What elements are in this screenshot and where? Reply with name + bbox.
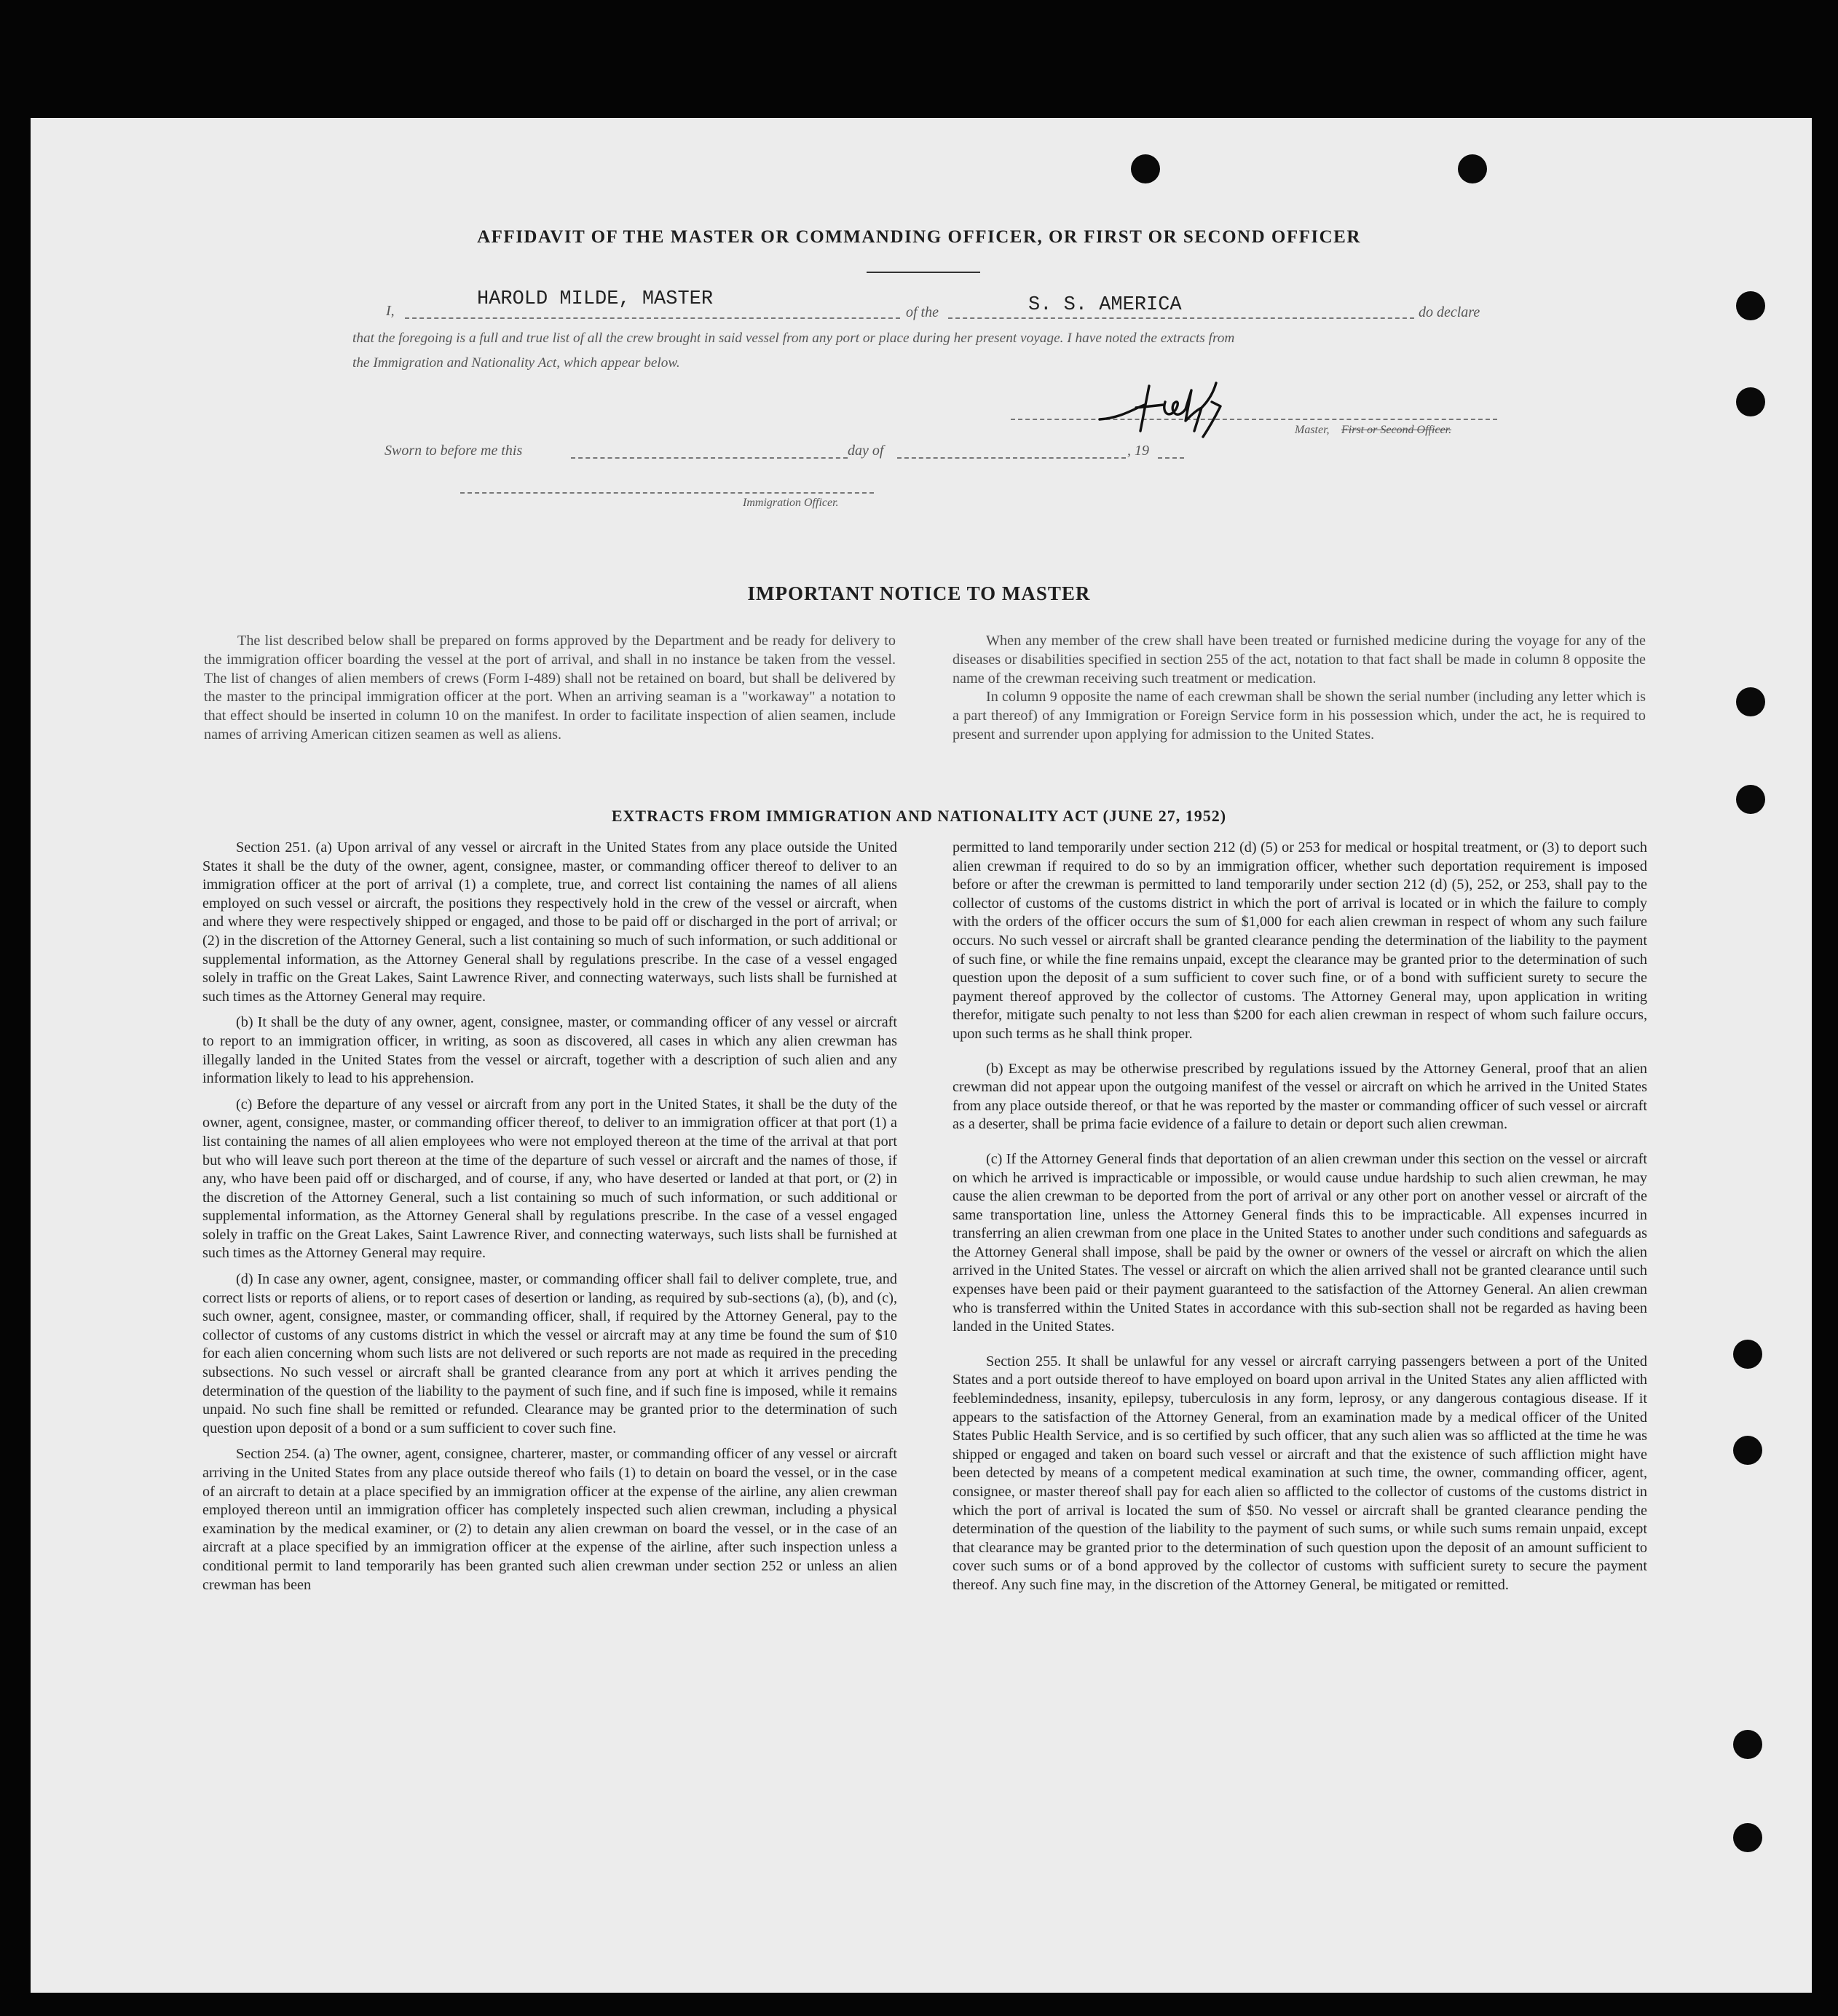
master-signature <box>1092 364 1253 444</box>
notice-left-column <box>204 632 896 745</box>
sworn-day-label: day of <box>848 443 884 459</box>
of-the-label: of the <box>906 304 939 320</box>
name-line <box>405 317 900 319</box>
sworn-year-line <box>1158 457 1184 459</box>
punch-hole <box>1131 154 1160 183</box>
extracts-heading: EXTRACTS FROM IMMIGRATION AND NATIONALITY ACT (JUNE 27, 1952) <box>611 807 1227 825</box>
declaration-line-1: that the foregoing is a full and true list of all the crew brought in said vessel from any port or place during her present voyage. I have noted the extracts from <box>352 331 1235 346</box>
section-254-c: (c) If the Attorney General finds that deportation of an alien crewman under this section on the vessel or aircraft on which he arrived is impracticable or impossible, or would cause undue hardship to such alien crewman, he may cause the alien crewman to be deported from the port of arrival or any other port on another vessel or aircraft of the same transportation line, unless the Attorney General finds this to be impracticable. All expenses incurred in transferring an alien crewman from one place in the United States to another under such conditions and safeguards as the Attorney General shall impose, shall be paid by the owner or owners of the vessel or aircraft on which the alien arrived in the United States. The vessel or aircraft on which the alien arrived shall not be granted clearance until such expenses have been paid or their payment guaranteed to the satisfaction of the Attorney General. An alien crewman who is transferred within the United States in accordance with this sub-section shall not be regarded as having been landed in the United States. <box>952 1150 1647 1335</box>
heading-rule <box>867 272 980 273</box>
punch-hole <box>1736 291 1765 320</box>
punch-hole <box>1733 1730 1762 1759</box>
notice-left-paragraph: The list described below shall be prepared on forms approved by the Department and be ready for delivery to the immigration officer boarding the vessel at the port of arrival, and shall in no instance be taken from the vessel. The list of changes of alien members of crews (Form I-489) shall not be retained on board, but shall be delivered by the master to the principal immigration officer at the port. When an arriving seaman is a "workaway" a notation to that effect should be inserted in column 10 on the manifest. In order to facilitate inspection of alien seamen, include names of arriving American citizen seamen as well as aliens. <box>204 633 896 743</box>
vessel-line <box>948 317 1414 319</box>
signature-title: Master, <box>1295 424 1330 436</box>
section-255: Section 255. It shall be unlawful for any vessel or aircraft carrying passengers between a port of the United States and a port outside thereof to have employed on board upon arrival in the United States any alien afflicted with feeblemindedness, insanity, epilepsy, tuberculosis in any form, leprosy, or any dangerous contagious disease. If it appears to the satisfaction of the Attorney General, from an examination made by a medical officer of the United States Public Health Service, and is so certified by such officer, that any such alien was so afflicted at the time he was shipped or engaged and taken on board such vessel or aircraft and that the existence of such affliction might have been detected by means of a competent medical examination at such time, the owner, commanding officer, agent, consignee, or master thereof shall pay for each alien so afflicted to the collector of customs of the customs district in which the port of arrival is located the sum of $50. No vessel or aircraft shall be granted clearance pending the determination of the question of the liability to the payment of such sums, or while such sums remain unpaid, except that clearance may be granted prior to the determination of such question upon the deposit of an amount sufficient to cover such sums or of a bond approved by the collector of customs with sufficient surety to secure the payment thereof. Any such fine may, in the discretion of the Attorney General, be mitigated or remitted. <box>952 1353 1647 1593</box>
vessel-name: S. S. AMERICA <box>1028 294 1182 316</box>
do-declare-label: do declare <box>1419 304 1480 320</box>
section-254-a: Section 254. (a) The owner, agent, consignee, charterer, master, or commanding officer of any vessel or aircraft arriving in the United States from any place outside thereof who fails (1) to detain on board the vessel, or in the case of an aircraft to detain at a place specified by an immigration officer at the expense of the airline, any alien crewman employed thereon until an immigration officer has completely inspected such alien crewman, including a physical examination by the medical examiner, or (2) to detain any alien crewman on board the vessel, or in the case of an aircraft at a place specified by an immigration officer at the expense of the airline, after such inspection unless a conditional permit to land temporarily has been granted such alien crewman under section 252 or unless an alien crewman has been <box>202 1446 897 1593</box>
punch-hole <box>1458 154 1487 183</box>
signature-line <box>1011 419 1497 420</box>
sworn-label: Sworn to before me this <box>384 443 523 459</box>
sworn-year-label: , 19 <box>1127 443 1149 459</box>
punch-hole <box>1733 1823 1762 1852</box>
punch-hole <box>1733 1436 1762 1465</box>
sworn-date-line <box>571 457 848 459</box>
prefix-i: I, <box>386 303 395 319</box>
notice-right-paragraph-2: In column 9 opposite the name of each crewman shall be shown the serial number (including any letter which is a part thereof) of any Immigration or Foreign Service form in his possession which, under the act, he is required to present and surrender upon applying for admission to the United States. <box>952 689 1646 743</box>
punch-hole <box>1733 1340 1762 1369</box>
notice-heading: IMPORTANT NOTICE TO MASTER <box>747 582 1091 604</box>
officer-label: Immigration Officer. <box>743 497 839 509</box>
extracts-left-column <box>202 839 897 1594</box>
section-254-b: (b) Except as may be otherwise prescribed by regulations issued by the Attorney General, proof that an alien crewman did not appear upon the outgoing manifest of the vessel or aircraft on which he arrived in the United States from any place outside thereof, or that he was reported by the master or commanding officer of such vessel or aircraft as a deserter, shall be prima facie evidence of a failure to detain or deport such alien crewman. <box>952 1060 1647 1133</box>
section-251-a: Section 251. (a) Upon arrival of any vessel or aircraft in the United States from any place outside the United States it shall be the duty of the owner, agent, consignee, master, or commanding officer thereof to deliver to an immigration officer at the port of arrival (1) a complete, true, and correct list containing the names of all aliens employed on such vessel or aircraft, the positions they respectively hold in the crew of the vessel or aircraft, when and where they were respectively shipped or engaged, and those to be paid off or discharged in the port of arrival; or (2) in the discretion of the Attorney General, such a list containing so much of such information, or such additional or supplemental information, as the Attorney General shall by regulations prescribe. In the case of a vessel engaged solely in traffic on the Great Lakes, Saint Lawrence River, and connecting waterways, such lists shall be furnished at such times as the Attorney General may require. <box>202 839 897 1005</box>
master-name: HAROLD MILDE, MASTER <box>477 288 714 310</box>
notice-right-paragraph-1: When any member of the crew shall have been treated or furnished medicine during the voyage for any of the diseases or disabilities specified in section 255 of the act, notation to that fact shall be made in column 8 opposite the name of the crewman receiving such treatment or medication. <box>952 633 1646 687</box>
section-251-b: (b) It shall be the duty of any owner, agent, consignee, master, or commanding officer of any vessel or aircraft to report to an immigration officer, in writing, as soon as discovered, all cases in which any alien crewman has illegally landed in the United States from the vessel or aircraft, together with a description of such alien and any information likely to lead to his apprehension. <box>202 1014 897 1087</box>
sworn-month-line <box>897 457 1126 459</box>
section-254-a-continued: permitted to land temporarily under section 212 (d) (5) or 253 for medical or hospital treatment, or (3) to deport such alien crewman if required to do so by an immigration officer, whether such deportation requirement is imposed before or after the crewman is permitted to land temporarily under section 212 (d) (5), 252, or 253, shall pay to the collector of customs of the customs district in which the port of arrival is located or in which the failure to comply with the orders of the officer occurs the sum of $1,000 for each alien crewman in respect of whom any such failure occurs. No such vessel or aircraft shall be granted clearance pending the determination of the liability to the payment of such fine, or while the fine remains unpaid, except the clearance may be granted prior to the determination of such question upon the deposit of a sum sufficient to cover such fine, or of a bond with sufficient surety to secure the payment thereof approved by the collector of customs. The Attorney General may, upon application in writing therefor, mitigate such penalty to not less than $200 for each alien crewman in respect of whom such failure occurs, upon such terms as he shall think proper. <box>952 839 1647 1042</box>
section-251-d: (d) In case any owner, agent, consignee, master, or commanding officer shall fail to deliver complete, true, and correct lists or reports of aliens, or to report cases of desertion or landing, as required by sub-sections (a), (b), and (c), such owner, agent, consignee, master, or commanding officer, shall, if required by the Attorney General, pay to the collector of customs of any customs district in which the vessel or aircraft may at any time be found the sum of $10 for each alien concerning whom such lists are not delivered or such reports are not made as required in the preceding subsections. No such vessel or aircraft shall be granted clearance from any port at which it arrives pending the determination of the question of the liability to the payment of such fine, and if such fine is imposed, while it remains unpaid. No such fine shall be remitted or refunded. Clearance may be granted prior to the determination of such question upon deposit of a bond or a sum sufficient to cover such fine. <box>202 1271 897 1436</box>
affidavit-heading: AFFIDAVIT OF THE MASTER OR COMMANDING OFFICER, OR FIRST OR SECOND OFFICER <box>477 227 1361 247</box>
officer-signature-line <box>460 492 874 494</box>
signature-struck-title: First or Second Officer. <box>1341 424 1452 436</box>
notice-right-column <box>952 632 1646 745</box>
section-251-c: (c) Before the departure of any vessel or aircraft from any port in the United States, it shall be the duty of the owner, agent, consignee, master, or commanding officer thereof, to deliver to an immigration officer at that port (1) a list containing the names of all alien employees who were not employed thereon at the time of the arrival at that port but who will leave such port thereon at the time of the departure of such vessel or aircraft and the names of those, if any, who have been paid off or discharged, and of course, if any, who have deserted or landed at that port, or (2) in the discretion of the Attorney General, such a list containing so much of such information, or such additional or supplemental information, as the Attorney General shall by regulations prescribe. In the case of a vessel engaged solely in traffic on the Great Lakes, Saint Lawrence River, and connecting waterways, such lists shall be furnished at such times as the Attorney General may require. <box>202 1096 897 1262</box>
punch-hole <box>1736 387 1765 416</box>
extracts-right-column <box>952 839 1647 1595</box>
punch-hole <box>1736 687 1765 716</box>
declaration-line-2: the Immigration and Nationality Act, which appear below. <box>352 355 680 371</box>
